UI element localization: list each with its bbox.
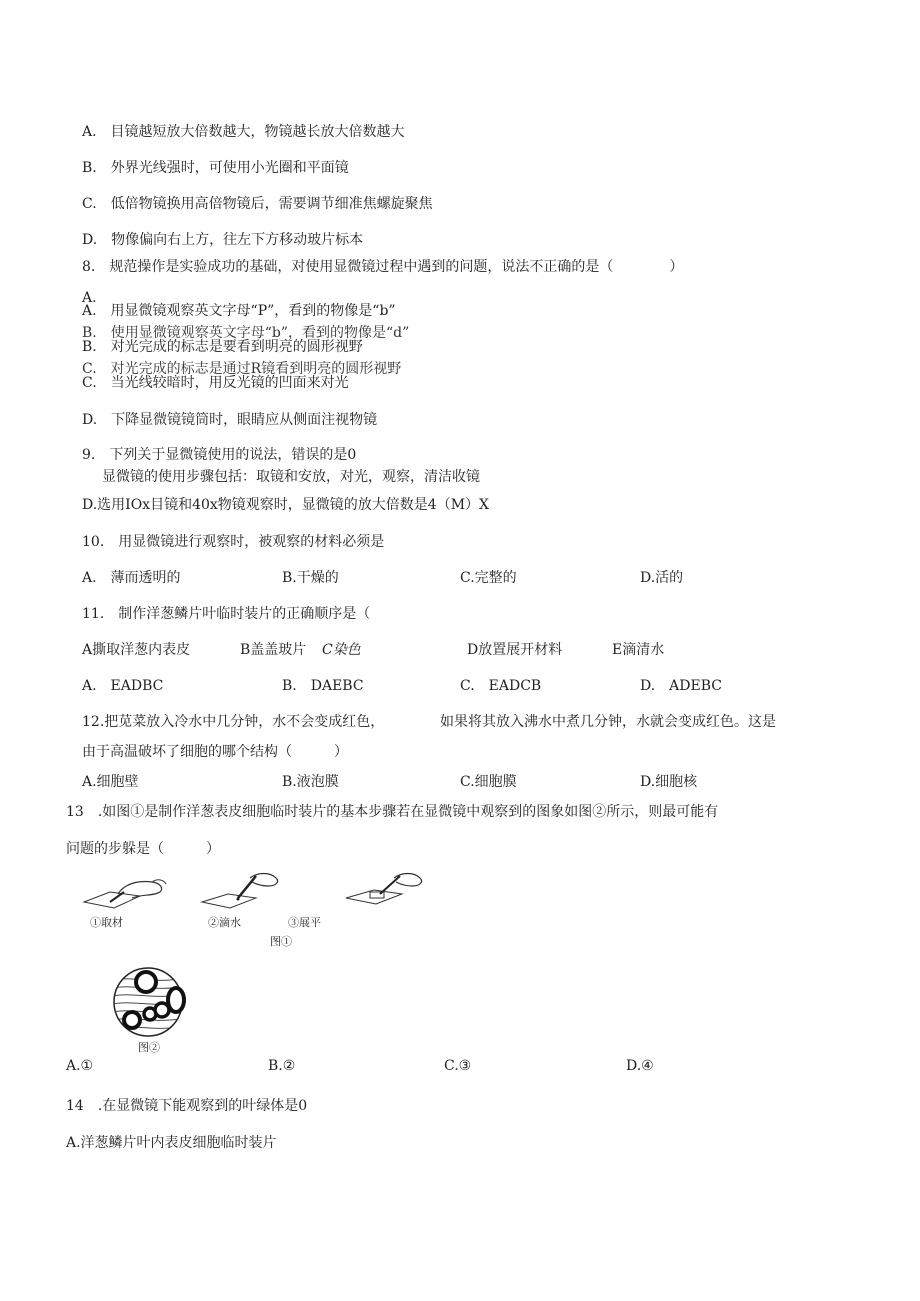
q11-option-c: C. EADCB (460, 678, 542, 694)
q7-option-a: A. 目镜越短放大倍数越大，物镜越长放大倍数越大 (82, 124, 405, 140)
q12-option-d: D.细胞核 (640, 774, 698, 790)
q9-stem: 9. 下列关于显微镜使用的说法，错误的是0 (82, 447, 357, 463)
q8-option-b-overlap: B. 使用显微镜观察英文字母“b”，看到的物像是“d” (82, 325, 410, 341)
q10-option-b: B.干燥的 (282, 570, 339, 586)
q14-option-a: A.洋葱鳞片叶内表皮细胞临时装片 (66, 1135, 277, 1151)
q13-option-b: B.② (268, 1058, 296, 1074)
q10-option-d: D.活的 (640, 570, 684, 586)
q12-stem-line2: 由于高温破坏了细胞的哪个结构（ ） (82, 744, 348, 760)
q10-option-c: C.完整的 (460, 570, 517, 586)
fig1-caption-1: ①取材 (90, 916, 123, 929)
q12-stem-part2: 如果将其放入沸水中煮几分钟，水就会变成红色。这是 (440, 714, 776, 730)
q7-option-d: D. 物像偏向右上方，往左下方移动玻片标本 (82, 232, 364, 248)
fig1-caption-3: ③展平 (288, 916, 321, 929)
q11-step-e: E滴清水 (612, 642, 665, 658)
fig2-label: 图② (138, 1041, 160, 1054)
q11-stem: 11. 制作洋葱鳞片叶临时装片的正确顺序是（ (82, 606, 371, 622)
q10-option-a: A. 薄而透明的 (82, 570, 181, 586)
q8-option-d: D. 下降显微镜镜筒时，眼睛应从侧面注视物镜 (82, 412, 378, 428)
q8-option-c-overlap: C. 对光完成的标志是通过R镜看到明亮的圆形视野 (82, 361, 402, 377)
q10-stem: 10. 用显微镜进行观察时，被观察的材料必须是 (82, 534, 385, 550)
q8-option-b: B. 对光完成的标志是要看到明亮的圆形视野 (82, 339, 363, 355)
q12-stem-part1: 12.把苋菜放入冷水中几分钟，水不会变成红色， (82, 714, 385, 730)
q8-option-a: A. 用显微镜观察英文字母“P”，看到的物像是“b” (82, 303, 396, 319)
q11-step-b: B盖盖玻片 (240, 642, 307, 658)
q11-option-d: D. ADEBC (640, 678, 722, 694)
q8-stem: 8. 规范操作是实验成功的基础，对使用显微镜过程中遇到的问题，说法不正确的是（ ） (82, 259, 684, 275)
q12-option-b: B.液泡膜 (282, 774, 339, 790)
microscope-field-icon (106, 964, 194, 1040)
hand-needle-icon (340, 866, 430, 910)
q9-line2: 显微镜的使用步骤包括：取镜和安放，对光，观察，清洁收镜 (102, 469, 480, 485)
fig1-label: 图① (270, 935, 292, 948)
q11-step-c: C染色 (322, 642, 361, 658)
hand-dropper-icon (198, 868, 288, 912)
q13-option-a: A.① (66, 1058, 94, 1074)
q7-option-c: C. 低倍物镜换用高倍物镜后，需要调节细准焦螺旋聚焦 (82, 196, 433, 212)
q12-option-c: C.细胞膜 (460, 774, 517, 790)
q11-step-d: D放置展开材料 (467, 642, 563, 658)
q11-step-a: A撕取洋葱内表皮 (82, 642, 191, 658)
q8-option-c: C. 当光线较暗时，用反光镜的凹面来对光 (82, 375, 349, 391)
q8-stray-a: A. (82, 290, 97, 306)
q11-option-b: B. DAEBC (282, 678, 364, 694)
q11-option-a: A. EADBC (82, 678, 164, 694)
fig1-caption-2: ②滴水 (208, 916, 241, 929)
q12-option-a: A.细胞壁 (82, 774, 139, 790)
q13-stem: 13 .如图①是制作洋葱表皮细胞临时装片的基本步骤若在显微镜中观察到的图象如图②所示，则最可能有 (66, 804, 719, 820)
q9-option-d: D.选用IOx目镜和40x物镜观察时，显微镜的放大倍数是4（M）X (82, 497, 489, 513)
q13-option-d: D.④ (626, 1058, 654, 1074)
q7-option-b: B. 外界光线强时，可使用小光圈和平面镜 (82, 160, 349, 176)
q13-stem-line2: 问题的步躲是（ ） (66, 841, 220, 857)
hand-tweezers-icon (80, 872, 170, 914)
q13-option-c: C.③ (444, 1058, 472, 1074)
q14-stem: 14 .在显微镜下能观察到的叶绿体是0 (66, 1098, 308, 1114)
